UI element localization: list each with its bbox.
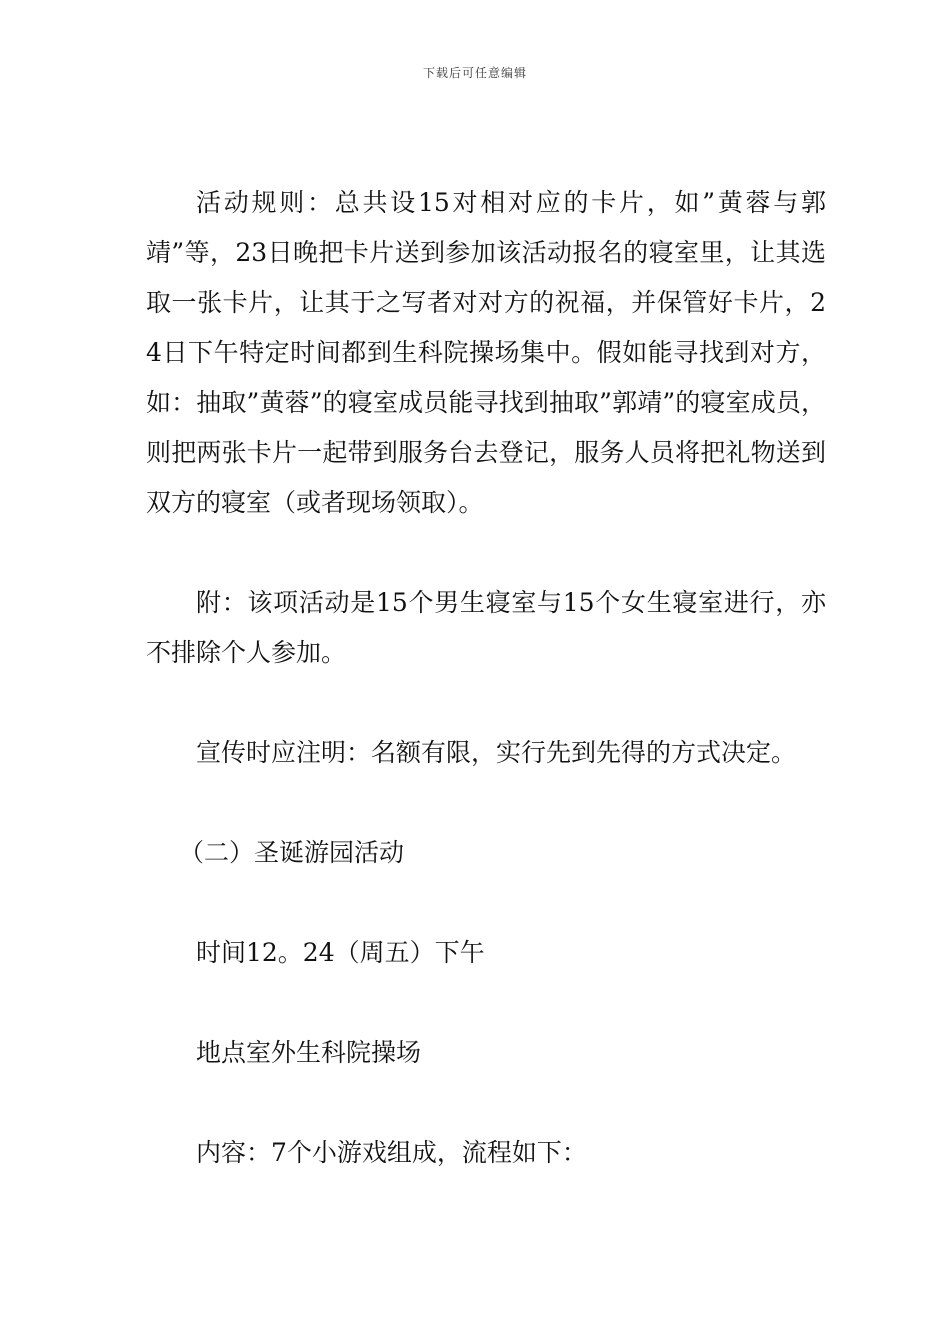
section-title: （二）圣诞游园活动 <box>179 838 405 867</box>
page-header-note: 下载后可任意编辑 <box>422 66 527 80</box>
rules-paragraph: 活动规则：总共设15对相对应的卡片，如”黄蓉与郭靖”等，23日晚把卡片送到参加该活动报名的寝室里，让其选取一张卡片，让其于之写者对对方的祝福，并保管好卡片，24日下午特定时间都到生科院操场集中。假如能寻找到对方，如：抽取”黄蓉”的寝室成员能寻找到抽取”郭靖”的寝室成员，则把两张卡片一起带到服务台去登记，服务人员将把礼物送到双方的寝室（或者现场领取）。 <box>146 188 826 517</box>
document-body <box>146 178 826 1178</box>
paragraph-spacer <box>146 678 826 728</box>
paragraph-spacer <box>146 1078 826 1128</box>
location-paragraph: 地点室外生科院操场 <box>196 1038 422 1067</box>
paragraph-spacer <box>146 778 826 828</box>
promo-paragraph: 宣传时应注明：名额有限，实行先到先得的方式决定。 <box>196 738 797 767</box>
content-paragraph: 内容：7个小游戏组成，流程如下： <box>196 1138 587 1167</box>
paragraph-spacer <box>146 878 826 928</box>
time-paragraph: 时间12。24（周五）下午 <box>196 938 485 967</box>
paragraph-spacer <box>146 978 826 1028</box>
note-paragraph: 附：该项活动是15个男生寝室与15个女生寝室进行，亦不排除个人参加。 <box>146 588 826 667</box>
paragraph-spacer <box>146 528 826 578</box>
